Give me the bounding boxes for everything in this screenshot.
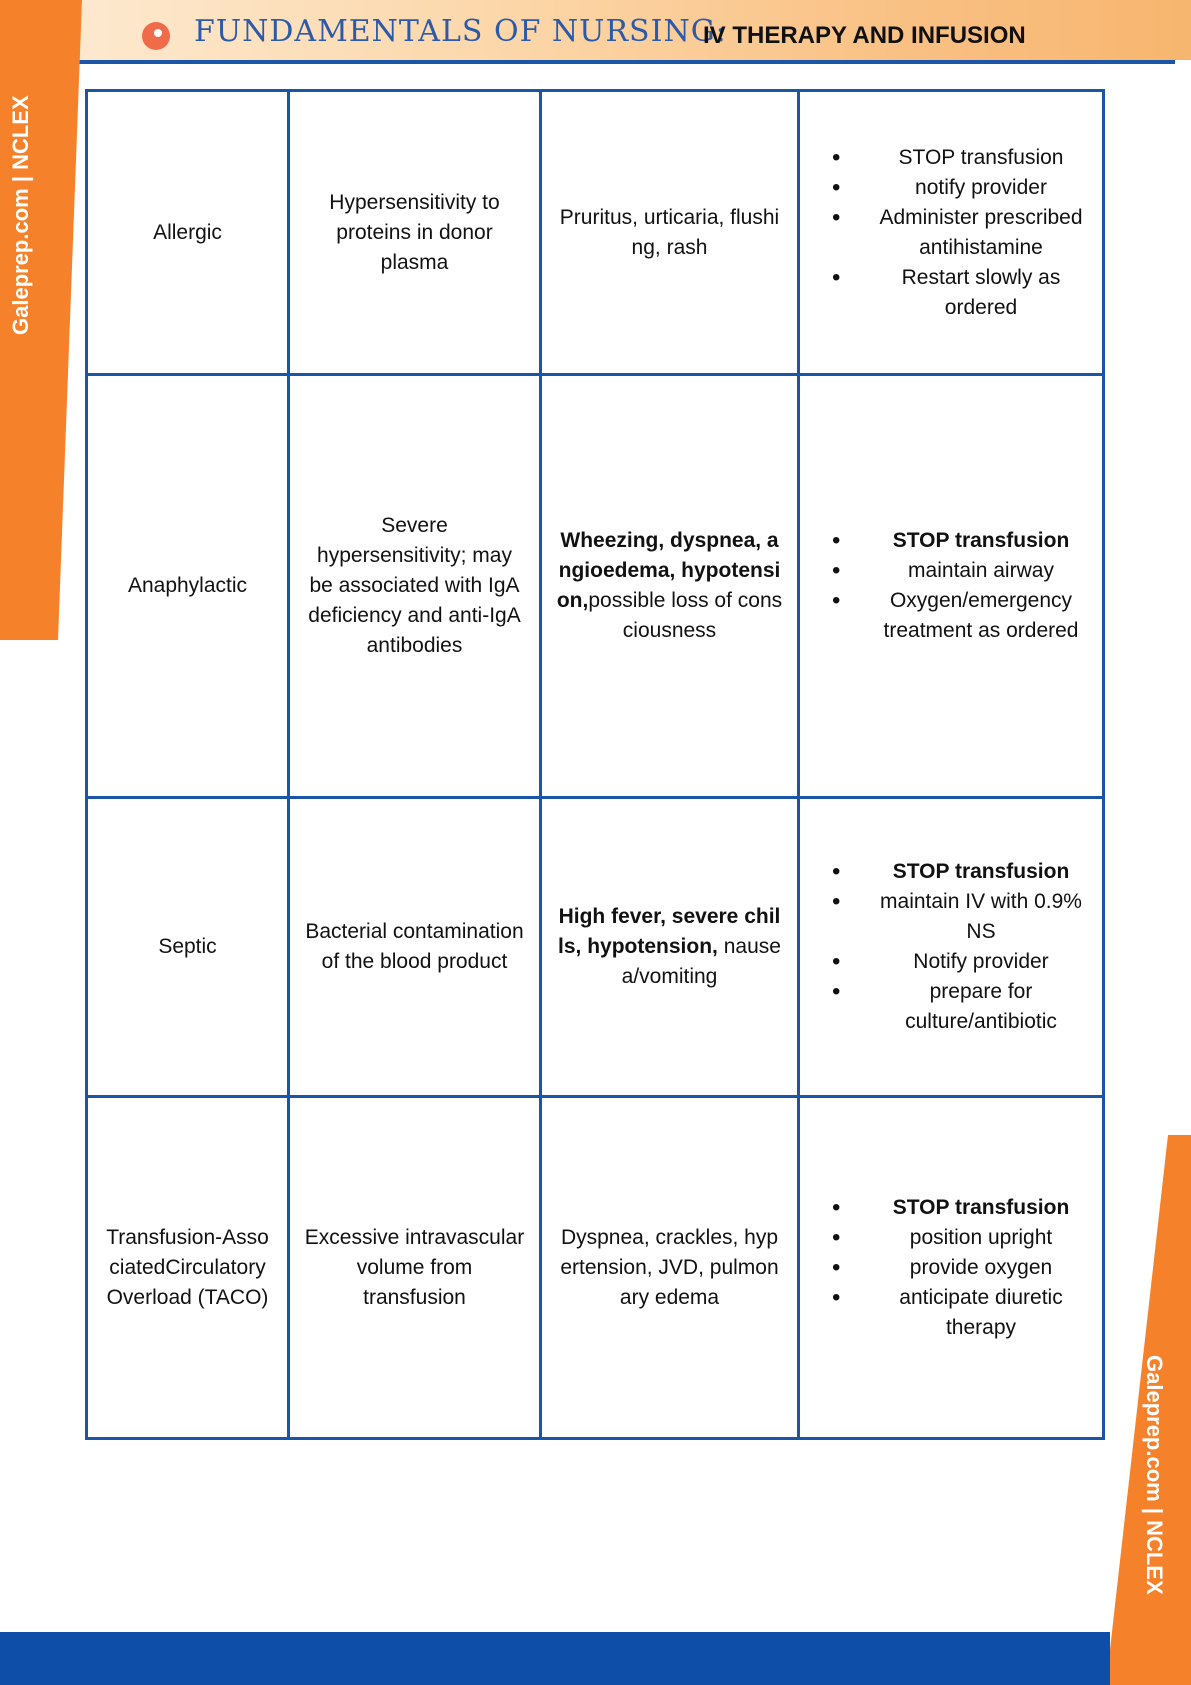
cause-cell: Severe hypersensitivity; may be associated with IgA deficiency and anti-IgA antibodies: [289, 375, 541, 798]
list-item: [814, 1193, 1088, 1223]
orange-circle-logo-icon: [142, 22, 170, 50]
action-text: [878, 977, 1084, 1037]
list-item: [814, 173, 1088, 203]
action-plain-text: Oxygen/emergency treatment as ordered: [883, 589, 1079, 642]
symptoms-text: Dyspnea, crackles, hypertension, JVD, pulmonary edema: [560, 1225, 779, 1309]
right-side-label: Galeprep.com | NCLEX: [1142, 1355, 1167, 1595]
list-item: [814, 1253, 1088, 1283]
symptoms-cell: [541, 798, 799, 1097]
table-row: [87, 91, 1104, 375]
symptoms-bold-text: High fever, severe chills, hypotension,: [558, 905, 781, 958]
left-side-label: Galeprep.com | NCLEX: [8, 95, 33, 335]
reaction-type-cell: Allergic: [87, 91, 289, 375]
action-text: [878, 526, 1084, 556]
action-text: [878, 1223, 1084, 1253]
action-bold-text: STOP transfusion: [892, 529, 1070, 552]
action-plain-text: notify provider: [915, 175, 1047, 199]
reaction-type-cell: Septic: [87, 798, 289, 1097]
actions-list: [814, 857, 1088, 1037]
table-row: [87, 1097, 1104, 1439]
actions-cell: [799, 375, 1104, 798]
symptoms-text: Pruritus, urticaria, flushing, rash: [559, 205, 780, 259]
list-item: [814, 143, 1088, 173]
action-plain-text: provide oxygen: [909, 1255, 1053, 1279]
action-text: [878, 263, 1084, 323]
actions-list: [814, 526, 1088, 646]
action-plain-text: prepare for culture/antibiotic: [905, 980, 1057, 1033]
list-item: [814, 977, 1088, 1037]
action-text: [878, 203, 1084, 263]
action-text: [878, 143, 1084, 173]
action-plain-text: position upright: [909, 1225, 1053, 1249]
left-side-label-wrapper: [8, 95, 38, 335]
list-item: [814, 947, 1088, 977]
action-bold-text: STOP transfusion: [892, 860, 1070, 883]
action-text: [878, 173, 1084, 203]
table-row: [87, 375, 1104, 798]
action-plain-text: Administer prescribed antihistamine: [879, 205, 1083, 259]
page-subtitle: IV THERAPY AND INFUSION: [703, 22, 1026, 49]
list-item: [814, 263, 1088, 323]
right-side-label-wrapper: [1142, 1355, 1191, 1595]
action-plain-text: Restart slowly as ordered: [901, 265, 1061, 319]
symptoms-cell: [541, 91, 799, 375]
action-plain-text: STOP transfusion: [898, 145, 1064, 169]
list-item: [814, 203, 1088, 263]
action-text: [878, 1193, 1084, 1223]
cause-cell: Excessive intravascular volume from transfusion: [289, 1097, 541, 1439]
actions-list: [814, 1193, 1088, 1343]
actions-cell: [799, 1097, 1104, 1439]
symptoms-cell: [541, 1097, 799, 1439]
table-row: [87, 798, 1104, 1097]
list-item: [814, 857, 1088, 887]
reaction-type-cell: Transfusion-AssociatedCirculatoryOverload (TACO): [87, 1097, 289, 1439]
action-bold-text: STOP transfusion: [892, 1195, 1070, 1219]
symptoms-cell: [541, 375, 799, 798]
action-text: [878, 556, 1084, 586]
symptoms-text: nausea/vomiting: [621, 935, 781, 988]
actions-cell: [799, 91, 1104, 375]
page-title: FUNDAMENTALS OF NURSING:: [194, 14, 727, 49]
cause-cell: Hypersensitivity to proteins in donor plasma: [289, 91, 541, 375]
action-plain-text: maintain airway: [908, 559, 1054, 582]
symptoms-text: possible loss of consciousness: [588, 589, 783, 642]
list-item: [814, 586, 1088, 646]
action-plain-text: maintain IV with 0.9% NS: [880, 890, 1082, 943]
action-text: [878, 1283, 1084, 1343]
cause-cell: Bacterial contamination of the blood product: [289, 798, 541, 1097]
action-plain-text: Notify provider: [913, 950, 1049, 973]
list-item: [814, 1283, 1088, 1343]
header-divider: [70, 60, 1175, 64]
reaction-table: [85, 89, 1105, 1440]
action-text: [878, 947, 1084, 977]
symptoms-bold-text: Wheezing, dyspnea, angioedema, hypotension,: [556, 529, 781, 612]
list-item: [814, 887, 1088, 947]
action-text: [878, 1253, 1084, 1283]
list-item: [814, 1223, 1088, 1253]
action-text: [878, 887, 1084, 947]
reaction-type-cell: Anaphylactic: [87, 375, 289, 798]
action-text: [878, 857, 1084, 887]
footer-band: [0, 1632, 1110, 1685]
actions-list: [814, 143, 1088, 323]
actions-cell: [799, 798, 1104, 1097]
action-text: [878, 586, 1084, 646]
list-item: [814, 526, 1088, 556]
list-item: [814, 556, 1088, 586]
action-plain-text: anticipate diuretic therapy: [899, 1285, 1063, 1339]
